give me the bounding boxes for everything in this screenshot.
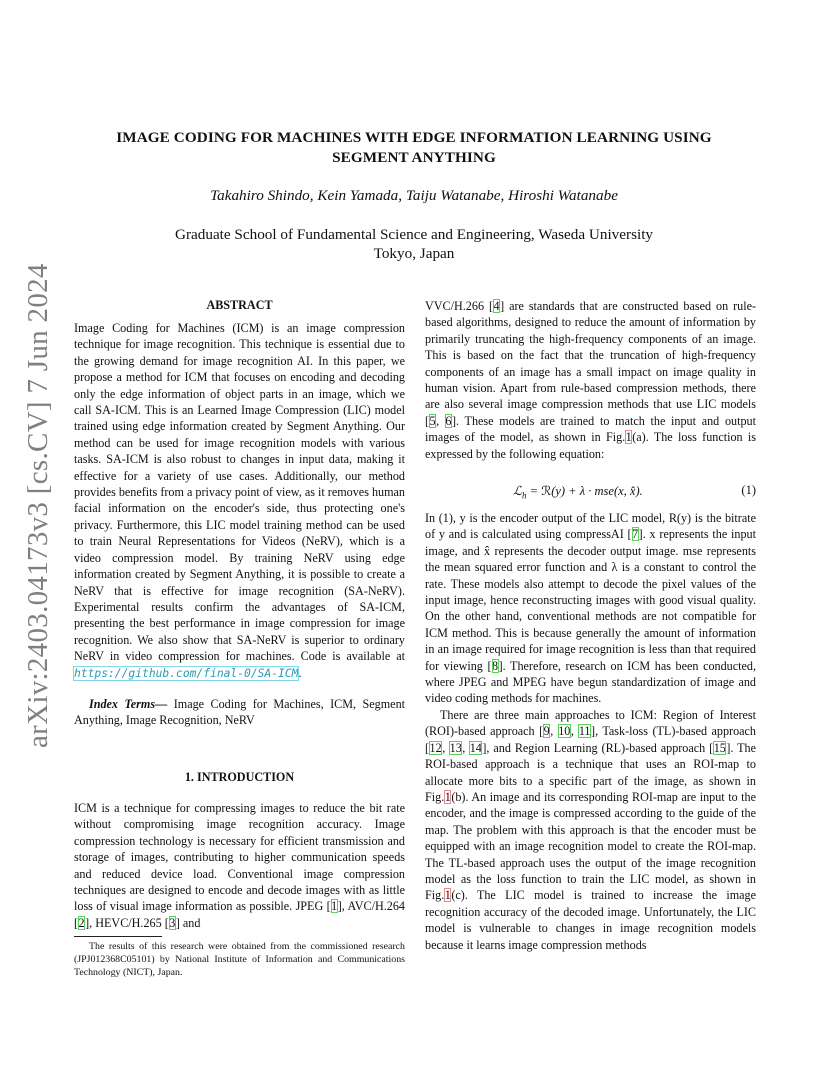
section-heading-introduction: 1. INTRODUCTION	[184, 770, 295, 784]
intro-continued: VVC/H.266 [4] are standards that are constructed based on rule-based algorithms, designed to reduce the amount of information by primarily truncating the high-frequency components of an image. This is based on the fact that the truncation of high-frequency components of an image has a small impact on image quality in human vision. Apart from rule-based compression methods, there are also several image compression methods that use LIC models [5, 6]. These models are trained to match the input and output images of the model, as shown in Fig.1(a). The loss function is expressed by the following equation:	[425, 299, 757, 461]
abstract-heading: ABSTRACT	[206, 298, 273, 312]
paper-title-line-2: SEGMENT ANYTHING	[332, 149, 496, 166]
citation-link[interactable]: 2	[78, 915, 85, 930]
citation-link[interactable]: 15	[713, 740, 726, 755]
intro-text: , and Region Learning (RL)-based approach	[486, 740, 706, 755]
affiliation-line-1: Graduate School of Fundamental Science and Engineering, Waseda University	[174, 226, 654, 243]
citation-link[interactable]: 7	[632, 527, 639, 542]
intro-text: , HEVC/H.265	[89, 915, 162, 930]
citation-link[interactable]: 6	[445, 413, 452, 428]
abstract-text: Image Coding for Machines (ICM) is an image compression technique for image recognition. This technique is essential due to the growing demand for image recognition AI. In this paper, we propose a method for ICM that focuses on encoding and decoding only the edge information of object parts in an image, which we call SA-ICM. This is an Learned Image Compression (LIC) model trained using edge information created by Segment Anything. Our method can be used for image recognition models with various tasks. SA-ICM is also robust to changes in input data, making it effective for a variety of use cases. Additionally, our method provides benefits from a privacy point of view, as it removes human facial information on the encoder's side, thus protecting one's privacy. Furthermore, this LIC model training method can be used to train Neural Representations for Videos (NeRV), which is a video compression model. By training NeRV using edge information created by Segment Anything, it is possible to create a NeRV that is effective for image recognition (SA-NeRV). Experimental results confirm the advantages of SA-ICM, presenting the best performance in image compression for image recognition. We also show that SA-NeRV is superior to ordinary NeRV in video compression for machines. Code is available at	[74, 321, 405, 664]
footnote-divider	[74, 936, 162, 937]
intro-text: . The ROI-based approach is a technique that uses an ROI-map to allocate more bits to a specific part of the image, as shown in Fig.	[425, 740, 756, 804]
citation-link[interactable]: 1	[331, 899, 338, 914]
citation-link[interactable]: 8	[492, 658, 499, 673]
intro-text: ICM is a technique for compressing images to reduce the bit rate without compromising image recognition accuracy. Image compression technology is necessary for efficient transmission and storage of images, contributing to higher communication speeds and reduced device load. Conventional image compression techniques are designed to encode and decode images with as little loss of visual image information as possible. JPEG	[74, 801, 405, 914]
citation-link[interactable]: 4	[493, 299, 500, 313]
citation-link[interactable]: 10	[558, 724, 571, 739]
citation-link[interactable]: 5	[429, 413, 436, 428]
citation-link[interactable]: 12	[429, 740, 442, 755]
paper-title-line-1: IMAGE CODING FOR MACHINES WITH EDGE INFORMATION LEARNING USING	[116, 129, 712, 146]
equation-number: (1)	[741, 483, 756, 497]
abstract-body: Image Coding for Machines (ICM) is an image compression technique for image recognition. This technique is essential due to the growing demand for image recognition AI. In this paper, we propose a method for ICM that focuses on encoding and decoding only the edge information of object parts in an image, which we call SA-ICM. This is an Learned Image Compression (LIC) model trained using edge information created by Segment Anything. Our method can be used for image recognition models with various tasks. SA-ICM is also robust to changes in input data, making it effective for a variety of use cases. Additionally, our method provides benefits from a privacy point of view, as it removes human facial information on the encoder's side, thus protecting one's privacy. Furthermore, this LIC model training method can be used to train Neural Representations for Videos (NeRV), which is a video compression model. By training NeRV using edge information created by Segment Anything, it is possible to create a NeRV that is effective for image recognition (SA-NeRV). Experimental results confirm the advantages of SA-ICM, presenting the best performance in image compression for image recognition. We also show that SA-NeRV is superior to ordinary NeRV in video compression for machines. Code is available at https://github.com/final-0/SA-ICM. Index Terms— Image Coding for Machines, ICM, Segment Anything, Image Recognition, NeRV	[74, 321, 406, 728]
intro-text: and	[182, 915, 201, 930]
intro-text: (c). The LIC model is trained to increase the image recognition accuracy of the decoded image. Unfortunately, the LIC model is vulnerable to changes in image recognition models because it learns image compression methods	[425, 888, 756, 952]
intro-text: In (1), y is the encoder output of the LIC model, R(y) is the bitrate of y and is calculated using compressAI	[425, 511, 756, 542]
intro-text: , Task-loss (TL)-based approach	[595, 724, 756, 739]
author-list: Takahiro Shindo, Kein Yamada, Taiju Watanabe, Hiroshi Watanabe	[210, 187, 618, 204]
affiliation	[60, 225, 768, 263]
intro-text: . Therefore, research on ICM has been conducted, where JPEG and MPEG have begun standardization of image and video coding methods for machines.	[425, 658, 756, 706]
footnote: The results of this research were obtained from the commissioned research (JPJ012368C05101) by National Institute of Information and Communications Technology (NICT), Japan.	[74, 941, 405, 978]
citation-link[interactable]: 11	[578, 724, 591, 739]
figure-link[interactable]: 1	[444, 888, 451, 903]
code-link[interactable]: https://github.com/final-0/SA-ICM	[74, 666, 299, 680]
intro-text: VVC/H.266	[425, 299, 485, 313]
affiliation-line-2: Tokyo, Japan	[373, 245, 455, 262]
figure-link[interactable]: 1	[444, 789, 451, 804]
intro-paragraph-1: ICM is a technique for compressing images to reduce the bit rate without compromising image recognition accuracy. Image compression technology is necessary for efficient transmission and storage of images, contributing to higher communication speeds and reduced device load. Conventional image compression techniques are designed to encode and decode images with as little loss of visual image information as possible. JPEG [1], AVC/H.264 [2], HEVC/H.265 [3] and	[74, 801, 405, 930]
index-terms-text: Image Coding for Machines, ICM, Segment Anything, Image Recognition, NeRV	[74, 696, 406, 728]
index-terms	[74, 696, 405, 729]
index-terms-label: Index Terms—	[89, 696, 168, 711]
loss-equation: ℒ$_h$ = ℛ(y) + λ · mse(x, x̂).	[513, 484, 643, 501]
intro-text: are standards that are constructed based on rule-based algorithms, designed to reduce the amount of information by primarily truncating the high-frequency components of an image. This is based on the fact that the truncation of high-frequency components of an image has a small impact on image quality in human vision. Apart from rule-based compression methods, there are also several image compression methods that use LIC models	[425, 299, 757, 412]
intro-text: . These models are trained to match the input and output images of the model, as shown in Fig.	[425, 413, 756, 445]
intro-text: (b). An image and its corresponding ROI-map are input to the encoder, and the image is compressed according to the guide of the map. The problem with this approach is that the encoder must be equipped with an image recognition model to create the ROI-map. The TL-based approach uses the output of the image recognition model as the loss function to train the LIC model, as shown in Fig.	[425, 789, 756, 903]
citation-link[interactable]: 3	[169, 915, 176, 930]
citation-link[interactable]: 13	[449, 740, 462, 755]
intro-text: There are three main approaches to ICM: Region of Interest (ROI)-based approach	[425, 707, 756, 739]
intro-text: (a). The loss function is expressed by the following equation:	[425, 430, 756, 461]
arxiv-identifier: arXiv:2403.04173v3 [cs.CV] 7 Jun 2024	[22, 263, 54, 748]
figure-link[interactable]: 1	[625, 430, 632, 445]
intro-paragraph-3: There are three main approaches to ICM: Region of Interest (ROI)-based approach [9, 10, 11], Task-loss (TL)-based approach [12, 13, 14], and Region Learning (RL)-based approach [15]. The ROI-based approach is a technique that uses an ROI-map to allocate more bits to a specific part of the image, as shown in Fig.1(b). An image and its corresponding ROI-map are input to the encoder, and the image is compressed according to the guide of the map. The problem with this approach is that the encoder must be equipped with an image recognition model to create the ROI-map. The TL-based approach uses the output of the image recognition model as the loss function to train the LIC model, as shown in Fig.1(c). The LIC model is trained to increase the image recognition accuracy of the decoded image. Unfortunately, the LIC model is vulnerable to changes in image recognition models because it learns image compression methods	[425, 707, 756, 952]
paper-title	[60, 128, 768, 168]
intro-paragraph-2: In (1), y is the encoder output of the LIC model, R(y) is the bitrate of y and is calculated using compressAI [7]. x represents the input image, and x̂ represents the decoder output image. mse represents the mean squared error function and λ is a constant to control the rate. These models also attempt to decode the pixel values of the input image, hence reconstructing images with good visual quality. On the other hand, conventional methods are not compatible for ICM method. This is because generally the amount of information in an image required for image recognition is less than that required for viewing [8]. Therefore, research on ICM has been conducted, where JPEG and MPEG have begun standardization of image and video coding methods for machines. There are three main approaches to ICM: Region of Interest (ROI)-based approach [9, 10, 11], Task-loss (TL)-based approach [12, 13, 14], and Region Learning (RL)-based approach [15]. The ROI-based approach is a technique that uses an ROI-map to allocate more bits to a specific part of the image, as shown in Fig.1(b). An image and its corresponding ROI-map are input to the encoder, and the image is compressed according to the guide of the map. The problem with this approach is that the encoder must be equipped with an image recognition model to create the ROI-map. The TL-based approach uses the output of the image recognition model as the loss function to train the LIC model, as shown in Fig.1(c). The LIC model is trained to increase the image recognition accuracy of the decoded image. Unfortunately, the LIC model is vulnerable to changes in image recognition models because it learns image compression methods	[425, 511, 757, 952]
citation-link[interactable]: 9	[543, 724, 550, 739]
citation-link[interactable]: 14	[469, 740, 482, 755]
intro-text: . x represents the input image, and x̂ represents the decoder output image. mse represents the mean squared error function and λ is a constant to control the rate. These models also attempt to decode the pixel values of the input image, hence reconstructing images with good visual quality. On the other hand, conventional methods are not compatible for ICM method. This is because generally the amount of information in an image required for image recognition is less than that required for viewing	[425, 527, 757, 673]
intro-text: , AVC/H.264	[341, 899, 405, 914]
